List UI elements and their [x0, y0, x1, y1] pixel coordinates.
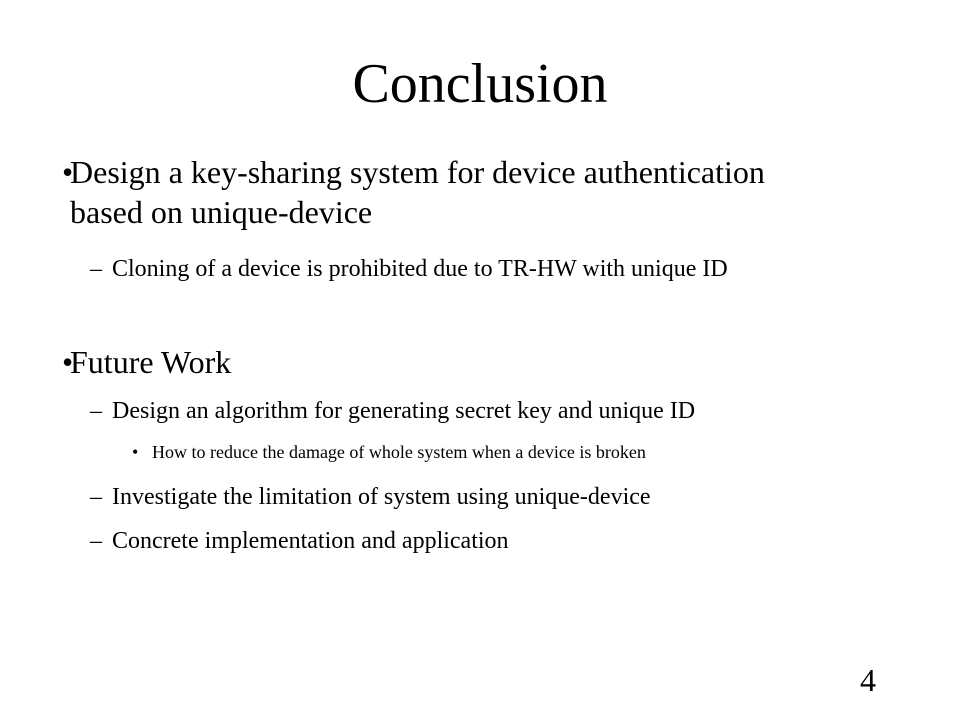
- sub-item-concrete-implementation: Concrete implementation and application: [112, 528, 509, 554]
- bullet-1-text-line-2: based on unique-device: [70, 194, 373, 230]
- bullet-icon: •: [62, 344, 74, 380]
- sub-item-investigate: Investigate the limitation of system using unique-device: [112, 484, 651, 510]
- bullet-1-text-line-1: Design a key-sharing system for device authentication: [70, 154, 765, 190]
- dash-icon: –: [90, 528, 102, 554]
- bullet-2-text: Future Work: [70, 344, 232, 380]
- small-bullet-icon: •: [132, 442, 139, 462]
- sub-item-cloning: Cloning of a device is prohibited due to TR-HW with unique ID: [112, 256, 728, 282]
- bullet-icon: •: [62, 154, 74, 190]
- sub-item-design-algorithm: Design an algorithm for generating secret key and unique ID: [112, 398, 696, 424]
- page-number: 4: [860, 662, 876, 698]
- dash-icon: –: [90, 484, 102, 510]
- dash-icon: –: [90, 256, 102, 282]
- dash-icon: –: [90, 398, 102, 424]
- slide-title: Conclusion: [352, 53, 608, 115]
- sub-sub-item-reduce-damage: How to reduce the damage of whole system when a device is broken: [152, 442, 646, 462]
